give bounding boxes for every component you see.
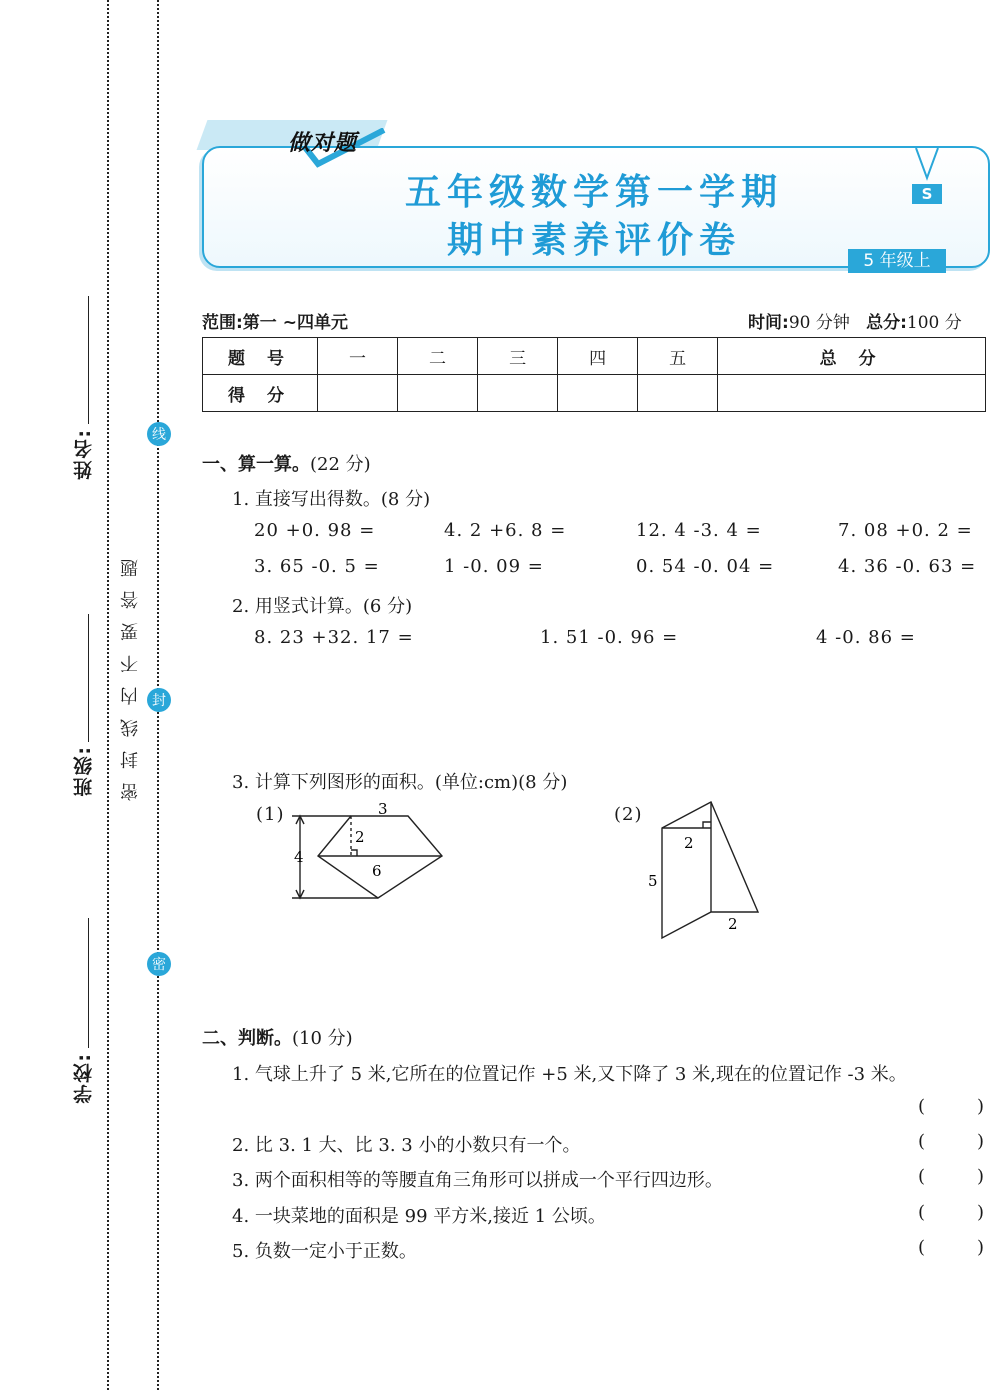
time-total-text [748, 308, 962, 333]
name-label: 姓名: [73, 428, 95, 480]
time-label: 时间: [748, 313, 789, 333]
header-cell: 题 号 [203, 338, 318, 375]
table-row [203, 338, 986, 375]
school-label: 学校: [73, 1052, 95, 1104]
fig2-label: (2) [614, 804, 643, 825]
expression: 4 -0. 86 = [816, 627, 916, 648]
judge-item: 5. 负数一定小于正数。 [232, 1241, 417, 1262]
q1-title: 1. 直接写出得数。(8 分) [232, 489, 431, 510]
answer-paren[interactable]: ( ) [918, 1096, 984, 1117]
fig1-total-height-label: 4 [294, 848, 304, 866]
header-cell: 总 分 [718, 338, 986, 375]
score-input-cell[interactable] [718, 375, 986, 412]
fig2-side-label: 5 [648, 872, 658, 890]
q2-title: 2. 用竖式计算。(6 分) [232, 596, 413, 617]
expression: 20 +0. 98 = [254, 520, 376, 541]
fig2-inner-label: 2 [684, 834, 694, 852]
figure1-hexagon [288, 798, 448, 908]
expression: 0. 54 -0. 04 = [636, 556, 775, 577]
school-field-line[interactable] [88, 918, 89, 1048]
header-cell: 一 [318, 338, 398, 375]
section2-points: (10 分) [292, 1028, 353, 1049]
fig2-base-label: 2 [728, 915, 738, 933]
brand-logo: 做对题 [288, 131, 358, 156]
header-cell: 二 [398, 338, 478, 375]
seal-notice: 密封线内不要答题 [120, 545, 141, 801]
fig1-top-label: 3 [378, 800, 388, 818]
expression: 4. 36 -0. 63 = [838, 556, 977, 577]
score-input-cell[interactable] [478, 375, 558, 412]
series-badge: S [912, 184, 942, 204]
answer-paren[interactable]: ( ) [918, 1166, 984, 1187]
class-label: 班级: [73, 745, 95, 797]
answer-paren[interactable]: ( ) [918, 1131, 984, 1152]
scope-text [202, 308, 348, 333]
section1-heading [202, 450, 371, 476]
header-cell: 四 [558, 338, 638, 375]
score-input-cell[interactable] [638, 375, 718, 412]
seal-mark-seal: 封 [147, 688, 171, 712]
score-table [202, 337, 986, 412]
score-input-cell[interactable] [398, 375, 478, 412]
expression: 1. 51 -0. 96 = [540, 627, 679, 648]
total-label: 总分: [866, 313, 907, 333]
header-cell: 三 [478, 338, 558, 375]
table-row [203, 375, 986, 412]
expression: 3. 65 -0. 5 = [254, 556, 380, 577]
score-input-cell[interactable] [558, 375, 638, 412]
judge-item: 4. 一块菜地的面积是 99 平方米,接近 1 公顷。 [232, 1206, 606, 1227]
binding-dotted-line-left [107, 0, 109, 1390]
section1-title: 一、算一算。 [202, 454, 310, 475]
judge-item: 2. 比 3. 1 大、比 3. 3 小的小数只有一个。 [232, 1135, 581, 1156]
judge-item: 3. 两个面积相等的等腰直角三角形可以拼成一个平行四边形。 [232, 1170, 723, 1191]
class-field-line[interactable] [88, 614, 89, 742]
expression: 1 -0. 09 = [444, 556, 544, 577]
expression: 4. 2 +6. 8 = [444, 520, 567, 541]
exam-title-line1: 五年级数学第一学期 [404, 172, 783, 213]
exam-title-line2: 期中素养评价卷 [446, 220, 741, 261]
section2-heading [202, 1024, 353, 1050]
name-field-line[interactable] [88, 296, 89, 424]
section2-title: 二、判断。 [202, 1028, 292, 1049]
answer-paren[interactable]: ( ) [918, 1202, 984, 1223]
grade-tab: 5 年级上 [848, 249, 946, 273]
q3-title: 3. 计算下列图形的面积。(单位:cm)(8 分) [232, 772, 568, 793]
scope-value: 范围:第一 ~四单元 [202, 313, 348, 333]
score-input-cell[interactable] [318, 375, 398, 412]
section1-points: (22 分) [310, 454, 371, 475]
header-cell: 五 [638, 338, 718, 375]
seal-mark-secret: 密 [147, 952, 171, 976]
time-value: 90 分钟 [788, 313, 850, 333]
expression: 12. 4 -3. 4 = [636, 520, 762, 541]
seal-mark-line: 线 [147, 422, 171, 446]
score-row-label: 得 分 [203, 375, 318, 412]
expression: 8. 23 +32. 17 = [254, 627, 414, 648]
expression: 7. 08 +0. 2 = [838, 520, 973, 541]
fig1-bottom-label: 6 [372, 862, 382, 880]
judge-item: 1. 气球上升了 5 米,它所在的位置记作 +5 米,又下降了 3 米,现在的位置记作 -3 米。 [232, 1064, 907, 1085]
figure2-trapezoid [640, 796, 770, 946]
answer-paren[interactable]: ( ) [918, 1237, 984, 1258]
fig1-label: (1) [256, 804, 285, 825]
total-value: 100 分 [906, 313, 962, 333]
fig1-inner-height-label: 2 [355, 828, 365, 846]
